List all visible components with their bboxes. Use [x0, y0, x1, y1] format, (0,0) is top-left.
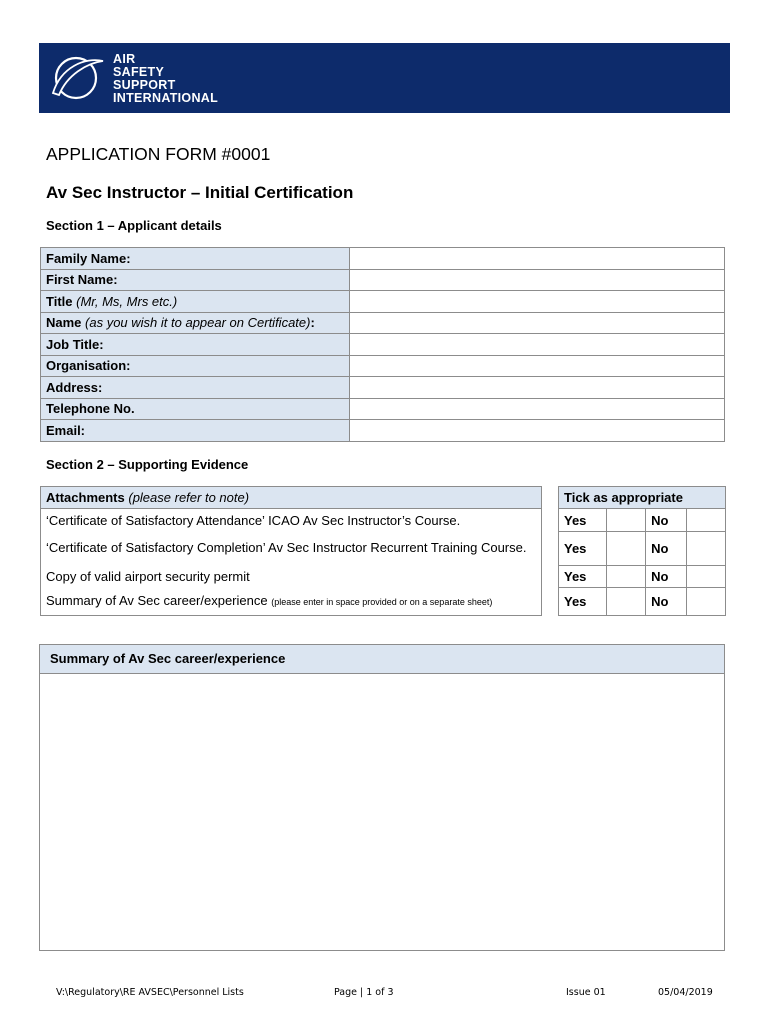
no-label: No [646, 532, 687, 566]
table-row [559, 532, 726, 566]
field-label: Telephone No. [41, 398, 350, 420]
logo-line: SAFETY [113, 65, 165, 79]
no-label: No [646, 566, 687, 588]
organisation-field[interactable] [350, 355, 725, 377]
attachments-table [40, 486, 542, 616]
footer-file-path: V:\Regulatory\RE AVSEC\Personnel Lists [56, 987, 244, 998]
table-row [41, 532, 542, 566]
yes-checkbox[interactable] [607, 588, 646, 616]
footer-page-number: Page | 1 of 3 [334, 987, 394, 998]
logo-line: AIR [113, 52, 136, 66]
form-subtitle: Av Sec Instructor – Initial Certification [46, 183, 354, 202]
header-banner [39, 43, 730, 113]
yes-label: Yes [559, 566, 607, 588]
yes-label: Yes [559, 532, 607, 566]
no-label: No [646, 509, 687, 532]
yes-checkbox[interactable] [607, 532, 646, 566]
table-row [41, 248, 725, 270]
table-row [41, 420, 725, 442]
attachment-item: Copy of valid airport security permit [41, 566, 542, 588]
table-row [41, 588, 542, 616]
table-row [41, 334, 725, 356]
table-row [41, 566, 542, 588]
job-title-field[interactable] [350, 334, 725, 356]
field-label: Organisation: [41, 355, 350, 377]
yes-label: Yes [559, 509, 607, 532]
field-label: Job Title: [41, 334, 350, 356]
no-checkbox[interactable] [687, 509, 726, 532]
attachment-item: ‘Certificate of Satisfactory Attendance’ ICAO Av Sec Instructor’s Course. [41, 509, 542, 532]
yes-checkbox[interactable] [607, 566, 646, 588]
table-row [559, 588, 726, 616]
table-row [41, 291, 725, 313]
field-label: First Name: [41, 269, 350, 291]
attachment-item: Summary of Av Sec career/experience (please enter in space provided or on a separate sheet) [41, 588, 542, 616]
yes-checkbox[interactable] [607, 509, 646, 532]
no-label: No [646, 588, 687, 616]
table-row [41, 377, 725, 399]
footer-issue: Issue 01 [566, 987, 606, 998]
no-checkbox[interactable] [687, 532, 726, 566]
section1-heading: Section 1 – Applicant details [46, 218, 222, 233]
table-row [41, 355, 725, 377]
yes-label: Yes [559, 588, 607, 616]
field-label: Address: [41, 377, 350, 399]
attachments-header: Attachments (please refer to note) [41, 487, 542, 509]
attachment-item: ‘Certificate of Satisfactory Completion’ Av Sec Instructor Recurrent Training Course. [41, 532, 542, 566]
table-header-row [559, 487, 726, 509]
logo-line: INTERNATIONAL [113, 91, 219, 105]
family-name-field[interactable] [350, 248, 725, 270]
footer-date: 05/04/2019 [658, 987, 713, 998]
field-label: Family Name: [41, 248, 350, 270]
form-title: APPLICATION FORM #0001 [46, 144, 271, 164]
globe-logo-icon [47, 49, 105, 107]
telephone-field[interactable] [350, 398, 725, 420]
field-label: Name (as you wish it to appear on Certificate): [41, 312, 350, 334]
address-field[interactable] [350, 377, 725, 399]
no-checkbox[interactable] [687, 566, 726, 588]
summary-text-area[interactable] [39, 673, 725, 951]
tick-header: Tick as appropriate [559, 487, 726, 509]
tick-table [558, 486, 726, 616]
email-field[interactable] [350, 420, 725, 442]
field-label: Title (Mr, Ms, Mrs etc.) [41, 291, 350, 313]
field-label: Email: [41, 420, 350, 442]
table-row [559, 509, 726, 532]
table-row [41, 398, 725, 420]
title-field[interactable] [350, 291, 725, 313]
applicant-details-table [40, 247, 725, 442]
summary-heading: Summary of Av Sec career/experience [39, 644, 725, 674]
table-row [41, 312, 725, 334]
logo-line: SUPPORT [113, 78, 176, 92]
table-row [41, 509, 542, 532]
logo-wordmark [113, 53, 218, 105]
section2-heading: Section 2 – Supporting Evidence [46, 457, 249, 472]
no-checkbox[interactable] [687, 588, 726, 616]
table-header-row [41, 487, 542, 509]
table-row [41, 269, 725, 291]
first-name-field[interactable] [350, 269, 725, 291]
table-row [559, 566, 726, 588]
certificate-name-field[interactable] [350, 312, 725, 334]
